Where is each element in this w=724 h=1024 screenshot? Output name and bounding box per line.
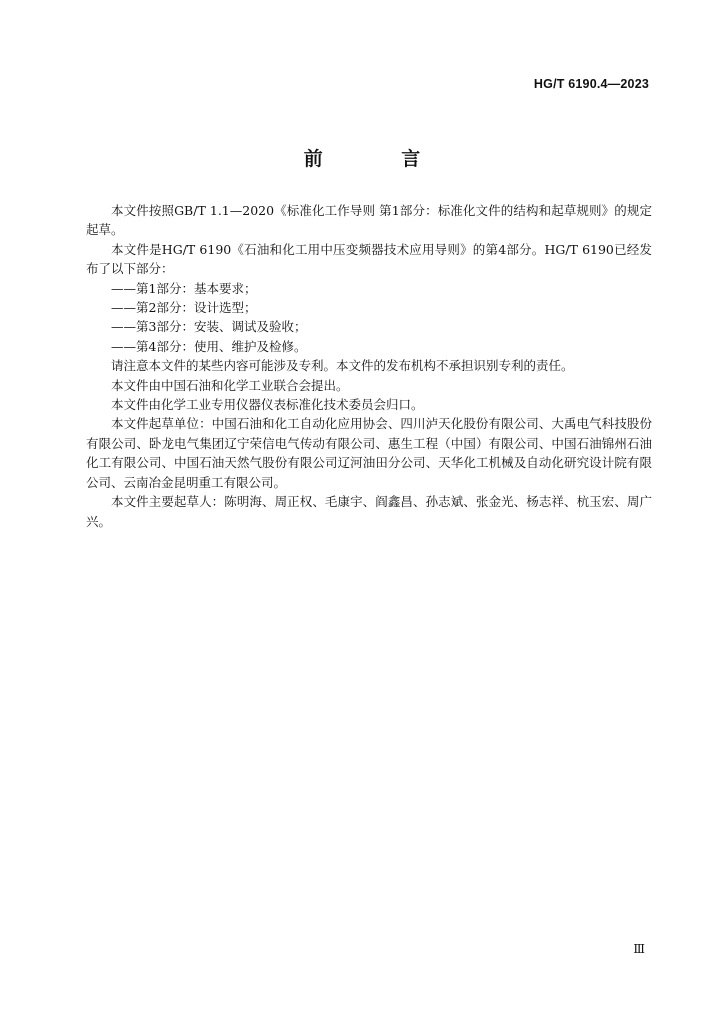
paragraph-drafters: 本文件主要起草人：陈明海、周正权、毛康宇、阎鑫昌、孙志斌、张金光、杨志祥、杭玉宏、周广兴。: [86, 494, 652, 529]
list-item: ——第3部分：安装、调试及验收；: [111, 319, 307, 335]
list-item: ——第1部分：基本要求；: [111, 280, 257, 296]
page-number: Ⅲ: [633, 942, 645, 956]
paragraph-patent-notice: 请注意本文件的某些内容可能涉及专利。本文件的发布机构不承担识别专利的责任。: [111, 358, 574, 374]
page-title: 前 言: [303, 148, 457, 170]
paragraph-committee: 本文件由化学工业专用仪器仪表标准化技术委员会归口。: [111, 397, 424, 413]
paragraph-series-info: 本文件是HG/T 6190《石油和化工用中压变频器技术应用导则》的第4部分。HG/T 6190已经发布了以下部分：: [86, 241, 652, 277]
list-item: ——第4部分：使用、维护及检修。: [111, 338, 307, 354]
list-item: ——第2部分：设计选型；: [111, 300, 257, 316]
foreword-body: [86, 201, 652, 531]
standard-code: HG/T 6190.4—2023: [533, 77, 649, 91]
paragraph-drafting-units: 本文件起草单位：中国石油和化工自动化应用协会、四川泸天化股份有限公司、大禹电气科技股份有限公司、卧龙电气集团辽宁荣信电气传动有限公司、惠生工程（中国）有限公司、中国石油锦州石油化工有限公司、中国石油天然气股份有限公司辽河油田分公司、天华化工机械及自动化研究设计院有限公司、云南冶金昆明重工有限公司。: [86, 416, 652, 490]
paragraph-proposer: 本文件由中国石油和化学工业联合会提出。: [111, 377, 349, 393]
paragraph-drafting-rules: 本文件按照GB/T 1.1—2020《标准化工作导则 第1部分：标准化文件的结构和起草规则》的规定起草。: [86, 203, 652, 238]
